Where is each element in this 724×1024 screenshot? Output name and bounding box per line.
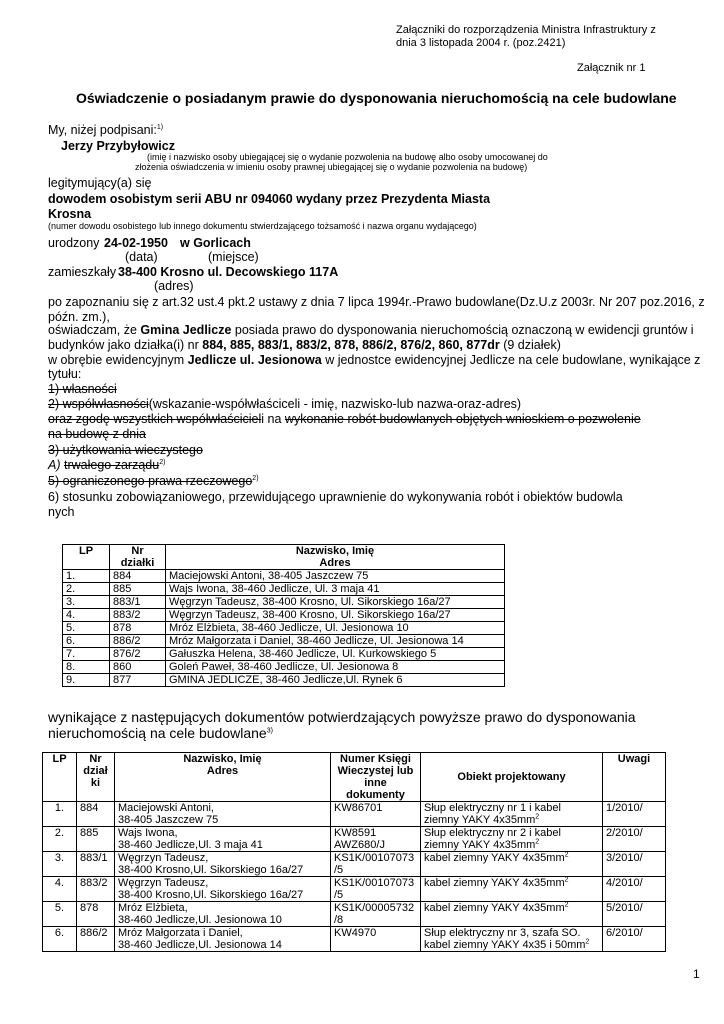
cell-lp: 7. [63,648,110,661]
table-header [43,753,666,802]
header-plot-nr: Nr dział ki [77,753,115,802]
documents-line-2: nieruchomością na cele budowlane$^{3)}$ [48,725,273,741]
cell-object: kabel ziemny YAKY $4x35mm^2$ [421,877,603,902]
address-value: 38-400 Krosno ul. Decowskiego 117A [118,265,339,279]
born-date: 24-02-1950 [104,236,168,250]
cell-owner: GMINA JEDLICZE, 38-460 Jedlicze,Ul. Rynek 6 [166,674,505,687]
item-obligation: 6) stosunku zobowiązaniowego, przewidującego uprawnienie do wykonywania robót i obiektów budowla [48,490,623,504]
cell-owner: Mróz Małgorzata i Daniel, 38-460 Jedlicze, Ul. Jesionowa 14 [166,635,505,648]
cell-lp: 3. [43,852,77,877]
table-row [43,877,666,902]
cell-register: KS1K/00107073 /5 [331,877,421,902]
cell-owner: Węgrzyn Tadeusz, 38-400 Krosno,Ul. Sikorskiego 16a/27 [115,877,331,902]
header-object: Obiekt projektowany [421,753,603,802]
cell-register: KS1K/00005732 /8 [331,902,421,927]
cell-owner: Maciejowski Antoni, 38-405 Jaszczew 75 [115,802,331,827]
item-obligation-cont: nych [48,505,75,519]
address-note: (adres) [154,279,194,293]
cell-owner: Węgrzyn Tadeusz, 38-400 Krosno,Ul. Sikorskiego 16a/27 [115,852,331,877]
cell-object: Słup elektryczny nr 2 i kabel ziemny YAKY $4x35mm^2$ [421,827,603,852]
table-row [43,902,666,927]
title-label: tytułu: [48,367,82,381]
header-line-2: dnia 3 listopada 2004 r. (poz.2421) [396,37,566,49]
cell-owner: Mróz Elżbieta, 38-460 Jedlicze,Ul. Jesionowa 10 [115,902,331,927]
cell-register: KW86701 [331,802,421,827]
cell-owner: Wajs Iwona, 38-460 Jedlicze, Ul. 3 maja 41 [166,583,505,596]
header-name-address: Nazwisko, Imię Adres [166,545,505,570]
table-row [43,827,666,852]
table-header [63,545,505,570]
cell-owner: Mróz Małgorzata i Daniel, 38-460 Jedlicze,Ul. Jesionowa 14 [115,927,331,952]
cell-owner: Węgrzyn Tadeusz, 38-400 Krosno, Ul. Sikorskiego 16a/27 [166,609,505,622]
table-row [63,661,505,674]
cell-owner: Maciejowski Antoni, 38-405 Jaszczew 75 [166,570,505,583]
cell-notes: 1/2010/ [603,802,666,827]
id-value-2: Krosna [48,207,92,221]
declaration-line: oświadczam, że Gmina Jedlicze posiada prawo do dysponowania nieruchomością oznaczoną w ewidencji gruntów i [48,323,694,337]
page-title: Oświadczenie o posiadanym prawie do dysponowania nieruchomością na cele budowlane [76,90,677,106]
law-line-1: po zapoznaniu się z art.32 ust.4 pkt.2 ustawy z dnia 7 lipca 1994r.-Prawo budowlane(Dz.U.z 2003r. Nr 207 poz.2016, z [48,295,705,309]
cell-owner: Wajs Iwona, 38-460 Jedlicze,Ul. 3 maja 41 [115,827,331,852]
cell-plot: 884 [110,570,166,583]
cell-notes: 5/2010/ [603,902,666,927]
item-co-ownership: 2) współwłasności(wskazanie-współwłaściceli - imię, nazwisko-lub nazwa-oraz-adres) [48,397,522,411]
cell-plot: 885 [110,583,166,596]
cell-object: Słup elektryczny nr 1 i kabel ziemny YAKY $4x35mm^2$ [421,802,603,827]
header-land-register: Numer Księgi Wieczystej lub inne dokumenty [331,753,421,802]
cell-lp: 6. [43,927,77,952]
cell-object: kabel ziemny YAKY $4x35mm^2$ [421,852,603,877]
place-note: (miejsce) [208,250,259,264]
table-row [43,802,666,827]
cell-owner: Węgrzyn Tadeusz, 38-400 Krosno, Ul. Sikorskiego 16a/27 [166,596,505,609]
signer-name: Jerzy Przybyłowicz [61,139,175,153]
date-note: (data) [125,250,158,264]
page-number: 1 [693,967,700,981]
table-row [63,648,505,661]
item-limited-right: 5) ograniczonego prawa rzeczowego$^{2)}$ [48,474,259,488]
cell-lp: 5. [43,902,77,927]
cell-object: Słup elektryczny nr 3, szafa SO. kabel ziemny YAKY 4x35 i $50mm^2$ [421,927,603,952]
table-row [63,674,505,687]
header-notes: Uwagi [603,753,666,802]
cell-register: KW8591 AWZ680/J [331,827,421,852]
cell-lp: 4. [43,877,77,902]
item-management: A) trwałego zarządu$^{2)}$ [48,458,166,472]
cell-lp: 3. [63,596,110,609]
cell-plot: 877 [110,674,166,687]
table-row [43,852,666,877]
documents-table [42,752,666,952]
cell-owner: Gałuszka Helena, 38-460 Jedlicze, Ul. Kurkowskiego 5 [166,648,505,661]
cell-plot: 884 [77,802,115,827]
cell-plot: 886/2 [77,927,115,952]
table-row [63,609,505,622]
table-row [63,622,505,635]
id-label: legitymujący(a) się [48,176,152,190]
cell-plot: 876/2 [110,648,166,661]
id-note: (numer dowodu osobistego lub innego dokumentu stwierdzającego tożsamość i nazwa organu wydającego) [48,221,477,231]
header-lp: LP [43,753,77,802]
cell-register: KW4970 [331,927,421,952]
table-row [63,635,505,648]
cell-notes: 4/2010/ [603,877,666,902]
cell-plot: 878 [77,902,115,927]
item-consent: oraz zgodę wszystkich współwłaścicieli na wykonanie robót budowlanych objętych wnioskiem o pozwolenie [48,412,641,426]
cell-notes: 3/2010/ [603,852,666,877]
header-name-address: Nazwisko, Imię Adres [115,753,331,802]
cell-plot: 883/2 [77,877,115,902]
intro-text: My, niżej podpisani:$^{1)}$ [48,123,164,137]
cell-lp: 9. [63,674,110,687]
cell-register: KS1K/00107073 /5 [331,852,421,877]
cell-plot: 883/2 [110,609,166,622]
id-value-1: dowodem osobistym serii ABU nr 094060 wydany przez Prezydenta Miasta [48,192,491,206]
cell-lp: 8. [63,661,110,674]
signer-note-2: złożenia oświadczenia w imieniu osoby prawnej ubiegającej się o wydanie pozwolenia na budowę) [135,162,528,172]
born-label: urodzony [48,236,100,250]
cell-object: kabel ziemny YAKY $4x35mm^2$ [421,902,603,927]
area-line: w obrębie ewidencyjnym Jedlicze ul. Jesionowa w jednostce ewidencyjnej Jedlicze na cele budowlane, wynikające z [48,353,701,367]
cell-plot: 878 [110,622,166,635]
documents-line-1: wynikające z następujących dokumentów potwierdzających powyższe prawo do dysponowania [48,709,636,725]
cell-plot: 860 [110,661,166,674]
header-lp: LP [63,545,110,570]
law-line-2: późn. zm.), [48,310,110,324]
item-consent-date: na budowę z dnia [48,427,146,441]
cell-lp: 4. [63,609,110,622]
table-row [63,570,505,583]
header-line-1: Załączniki do rozporządzenia Ministra Infrastruktury z [396,24,656,36]
cell-owner: Mróz Elżbieta, 38-460 Jedlicze, Ul. Jesionowa 10 [166,622,505,635]
header-plot-nr: Nr działki [110,545,166,570]
cell-plot: 883/1 [77,852,115,877]
born-place: w Gorlicach [180,236,251,250]
plots-owners-table [62,544,505,687]
cell-plot: 886/2 [110,635,166,648]
cell-notes: 2/2010/ [603,827,666,852]
cell-lp: 1. [63,570,110,583]
cell-lp: 5. [63,622,110,635]
cell-lp: 6. [63,635,110,648]
address-label: zamieszkały [48,265,117,279]
cell-plot: 883/1 [110,596,166,609]
cell-notes: 6/2010/ [603,927,666,952]
cell-owner: Goleń Paweł, 38-460 Jedlicze, Ul. Jesionowa 8 [166,661,505,674]
cell-plot: 885 [77,827,115,852]
item-ownership: 1) własności [48,382,117,396]
table-row [63,596,505,609]
table-row [43,927,666,952]
plots-line: budynków jako działka(i) nr 884, 885, 883/1, 883/2, 878, 886/2, 876/2, 860, 877dr (9 działek) [48,338,561,352]
item-perpetual-use: 3) użytkowania wieczystego [48,443,203,457]
cell-lp: 2. [43,827,77,852]
cell-lp: 2. [63,583,110,596]
table-row [63,583,505,596]
annex-label: Załącznik nr 1 [577,62,646,74]
cell-lp: 1. [43,802,77,827]
signer-note-1: (imię i nazwisko osoby ubiegającej się o wydanie pozwolenia na budowę albo osoby umocowanej do [147,152,548,162]
